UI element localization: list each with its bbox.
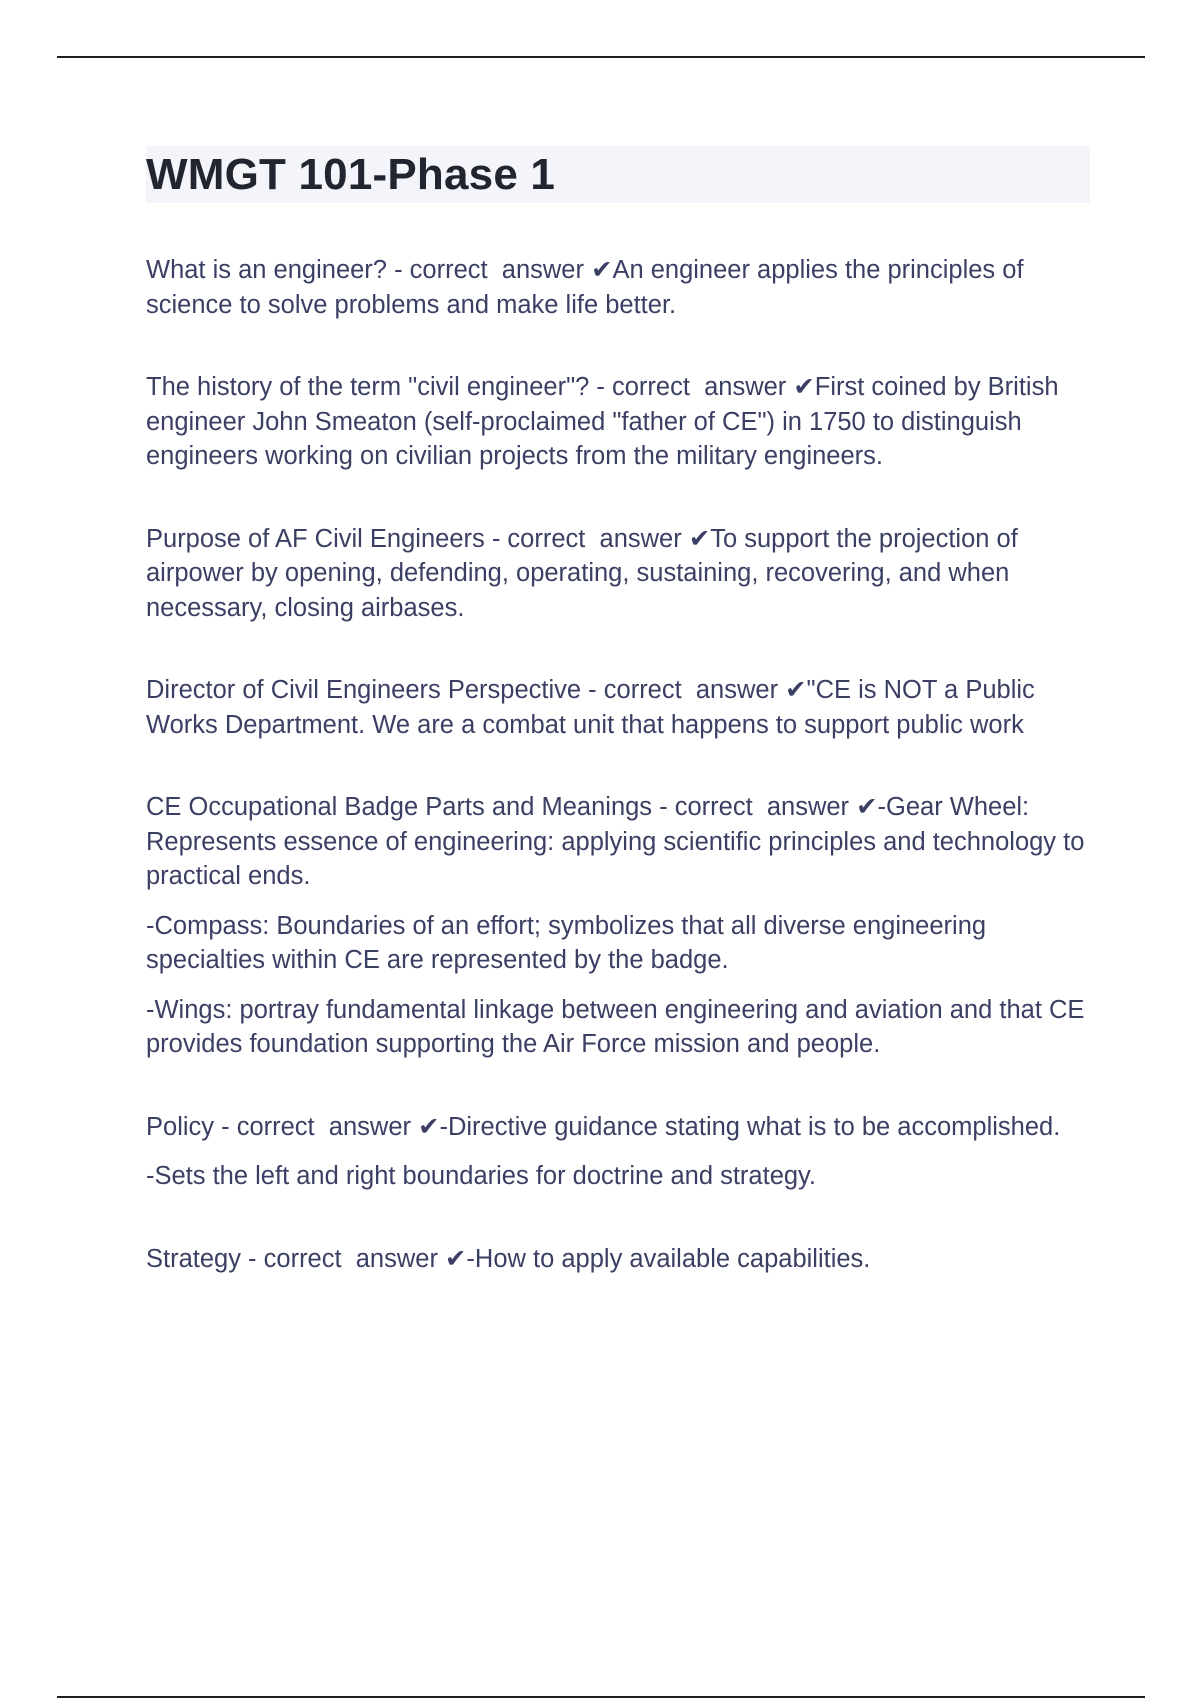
answer-marker: correct answer <box>603 676 779 704</box>
answer-marker: correct answer <box>236 1112 412 1141</box>
answer-text: An engineer applies the principles of science to solve problems and make life better. <box>146 256 1024 319</box>
qa-item <box>146 1110 1090 1194</box>
question-text: Purpose of AF Civil Engineers <box>146 524 485 553</box>
answer-text: "CE is NOT a Public Works Department. We are a combat unit that happens to support public work <box>146 676 1035 739</box>
checkmark-icon: ✔ <box>591 256 613 284</box>
checkmark-icon: ✔ <box>793 373 815 401</box>
qa-item <box>146 370 1090 474</box>
document-body <box>146 146 1090 1324</box>
checkmark-icon: ✔ <box>856 793 878 821</box>
answer-continuation: -Compass: Boundaries of an effort; symbolizes that all diverse engineering specialties within CE are represented by the badge. <box>146 911 987 974</box>
answer-text: -How to apply available capabilities. <box>466 1244 871 1273</box>
qa-list <box>146 253 1090 1276</box>
question-text: What is an engineer? <box>146 256 387 284</box>
qa-entry: What is an engineer? - correct answer ✔An engineer applies the principles of science to solve problems and make life better. <box>146 253 1090 322</box>
qa-entry: Director of Civil Engineers Perspective - correct answer ✔"CE is NOT a Public Works Department. We are a combat unit that happens to support public work <box>146 673 1090 742</box>
answer-marker: correct answer <box>674 793 850 821</box>
qa-entry: Strategy - correct answer ✔-How to apply available capabilities. <box>146 1242 1090 1277</box>
checkmark-icon: ✔ <box>418 1112 440 1141</box>
question-text: Director of Civil Engineers Perspective <box>146 676 582 704</box>
answer-text: First coined by British engineer John Smeaton (self-proclaimed "father of CE") in 1750 to distinguish engineers working on civilian projects from the military engineers. <box>146 373 1059 470</box>
answer-marker: correct answer <box>409 256 584 284</box>
qa-item <box>146 673 1090 742</box>
top-divider <box>57 56 1145 58</box>
qa-entry: The history of the term "civil engineer"? - correct answer ✔First coined by British engineer John Smeaton (self-proclaimed "father of CE") in 1750 to distinguish engineers working on civilian projects from the military engineers. <box>146 370 1090 474</box>
checkmark-icon: ✔ <box>688 524 711 553</box>
answer-text: -Directive guidance stating what is to be accomplished. <box>439 1112 1061 1141</box>
answer-marker: correct answer <box>263 1244 438 1273</box>
question-text: The history of the term "civil engineer"? <box>146 373 590 401</box>
answer-marker: correct answer <box>507 524 682 553</box>
answer-text: -Gear Wheel: Represents essence of engineering: applying scientific principles and technology to practical ends. <box>146 793 1085 890</box>
document-title: WMGT 101-Phase 1 <box>146 149 556 199</box>
qa-item <box>146 522 1090 626</box>
answer-continuation: -Wings: portray fundamental linkage between engineering and aviation and that CE provides foundation supporting the Air Force mission and people. <box>146 995 1085 1058</box>
qa-item <box>146 1242 1090 1277</box>
title-band <box>146 146 1090 203</box>
checkmark-icon: ✔ <box>445 1244 467 1273</box>
qa-entry: Purpose of AF Civil Engineers - correct answer ✔To support the projection of airpower by opening, defending, operating, sustaining, recovering, and when necessary, closing airbases. <box>146 522 1090 626</box>
question-text: CE Occupational Badge Parts and Meanings <box>146 793 653 821</box>
bottom-divider <box>57 1696 1145 1698</box>
answer-continuation: -Sets the left and right boundaries for doctrine and strategy. <box>146 1162 816 1190</box>
question-text: Strategy <box>146 1244 241 1273</box>
qa-item <box>146 790 1090 1062</box>
checkmark-icon: ✔ <box>785 676 807 704</box>
qa-entry: Policy - correct answer ✔-Directive guidance stating what is to be accomplished. <box>146 1110 1090 1145</box>
question-text: Policy <box>146 1112 215 1141</box>
qa-entry: CE Occupational Badge Parts and Meanings - correct answer ✔-Gear Wheel: Represents essence of engineering: applying scientific principles and technology to practical ends. <box>146 790 1090 894</box>
answer-text: To support the projection of airpower by opening, defending, operating, sustaining, recovering, and when necessary, closing airbases. <box>146 524 1018 622</box>
qa-item <box>146 253 1090 322</box>
answer-marker: correct answer <box>611 373 787 401</box>
